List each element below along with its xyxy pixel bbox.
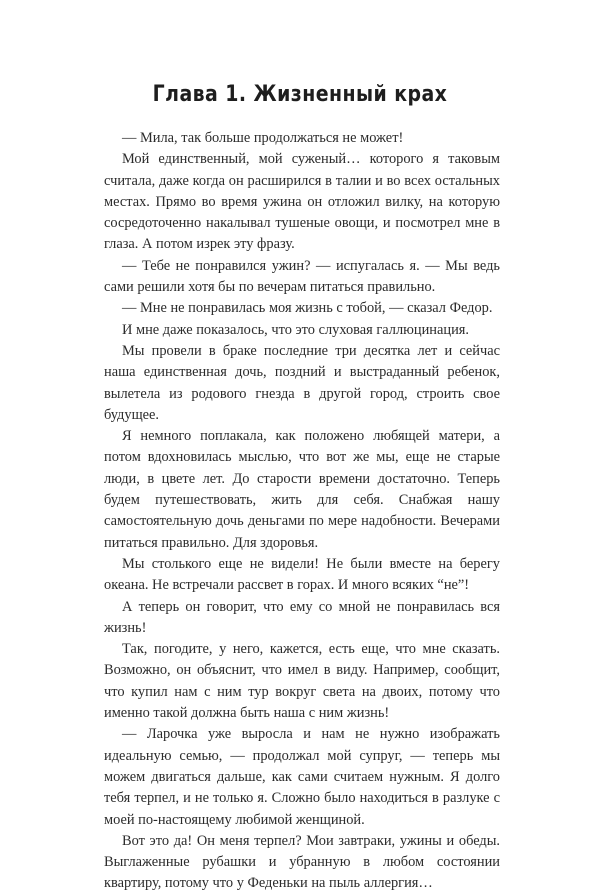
- paragraph: Так, погодите, у него, кажется, есть еще, что мне сказать. Возможно, он объяснит, что имел в виду. Например, сообщит, что купил нам с ним тур вокруг света на двоих, потому что именно такой должна быть наша с ним жизнь!: [104, 641, 500, 722]
- paragraph: Вот это да! Он меня терпел? Мои завтраки, ужины и обеды. Выглаженные рубашки и убранную в любом состоянии квартиру, потому что у Феденьки на пыль аллергия…: [104, 832, 500, 892]
- paragraph: — Мне не понравилась моя жизнь с тобой, — сказал Федор.: [122, 300, 493, 317]
- paragraph: — Тебе не понравился ужин? — испугалась я. — Мы ведь сами решили хотя бы по вечерам питаться правильно.: [104, 257, 500, 296]
- paragraph: Я немного поплакала, как положено любящей матери, а потом вдохновилась мыслью, что вот же мы, еще не старые люди, в цвете лет. До старости времени достаточно. Теперь будем путешествовать, жить для себя. Снабжая нашу самостоятельную дочь деньгами по мере надобности. Вечерами питаться правильно. Для здоровья.: [104, 428, 500, 551]
- chapter-body: [104, 128, 500, 895]
- paragraph: Мы столького еще не видели! Не были вместе на берегу океана. Не встречали рассвет в горах. И много всяких “не”!: [104, 555, 500, 594]
- paragraph: Мой единственный, мой суженый… которого я таковым считала, даже когда он расширился в талии и во всех остальных местах. Прямо во время ужина он отложил вилку, на которую сосредоточенно накалывал тушеные овощи, и посмотрел мне в глаза. А потом изрек эту фразу.: [104, 151, 500, 253]
- paragraph: — Ларочка уже выросла и нам не нужно изображать идеальную семью, — продолжал мой супруг, — теперь мы можем двигаться дальше, как сами считаем нужным. Я долго тебя терпел, и не только я. Сложно было находиться в разлуке с моей по-настоящему любимой женщиной.: [104, 726, 500, 828]
- paragraph: — Мила, так больше продолжаться не может!: [122, 130, 404, 146]
- chapter-title: Глава 1. Жизненный крах: [152, 82, 448, 107]
- paragraph: А теперь он говорит, что ему со мной не понравилась вся жизнь!: [104, 598, 500, 636]
- paragraph: Мы провели в браке последние три десятка лет и сейчас наша единственная дочь, поздний и выстраданный ребенок, вылетела из родового гнезда в другой город, строить свое будущее.: [104, 342, 500, 423]
- paragraph: И мне даже показалось, что это слуховая галлюцинация.: [122, 321, 470, 338]
